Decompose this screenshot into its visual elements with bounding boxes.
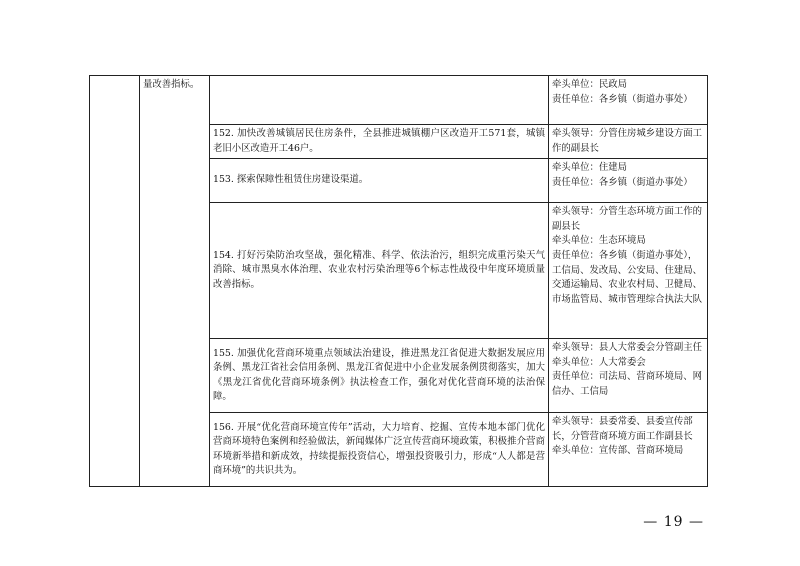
goal-cell (140, 76, 210, 487)
responsible-cell (549, 159, 708, 203)
responsible-line: 牵头单位：人大常委会 (552, 356, 646, 368)
table-row (90, 76, 708, 125)
task-text: 154. 打好污染防治攻坚战，强化精准、科学、依法治污，组织完成重污染天气消除、城市黑臭水体治理、农业农村污染治理等6个标志性战役中年度环境质量改善指标。 (213, 249, 545, 290)
responsible-line: 牵头单位：住建局 (552, 162, 628, 174)
responsible-line: 责任单位：各乡镇（街道办事处） (552, 93, 693, 105)
responsible-cell (549, 76, 708, 125)
responsible-cell (549, 203, 708, 339)
responsible-line: 责任单位：司法局、营商环境局、网信办、工信局 (552, 371, 703, 397)
responsible-line: 牵头单位：民政局 (552, 79, 628, 90)
task-text: 156. 开展“优化营商环境宣传年”活动，大力培育、挖掘、宣传本地本部门优化营商环境特色案例和经验做法，新闻媒体广泛宣传营商环境政策，积极推介营商环境新举措和新成效，持续提振投资信心，增强投资吸引力，形成“人人都是营商环境”的共识共为。 (213, 421, 545, 477)
task-cell (210, 159, 549, 203)
goal-text: 量改善指标。 (143, 79, 200, 90)
responsible-line: 牵头单位：生态环境局 (552, 235, 646, 247)
task-text: 153. 探索保障性租赁住房建设渠道。 (213, 174, 369, 186)
responsible-cell (549, 339, 708, 413)
responsible-line: 牵头领导：分管生态环境方面工作的副县长 (552, 206, 703, 232)
responsible-line: 责任单位：各乡镇（街道办事处），工信局、发改局、公安局、住建局、交通运输局、农业农村局、卫健局、市场监管局、城市管理综合执法大队 (552, 249, 703, 305)
responsible-cell (549, 413, 708, 487)
task-cell (210, 339, 549, 413)
responsible-line: 牵头单位：宣传部、营商环境局 (552, 445, 684, 457)
task-text: 155. 加强优化营商环境重点领域法治建设，推进黑龙江省促进大数据发展应用条例、黑龙江省社会信用条例、黑龙江省促进中小企业发展条例贯彻落实，加大《黑龙江省优化营商环境条例》执法检查工作，强化对优化营商环境的法治保障。 (213, 347, 545, 403)
task-cell (210, 413, 549, 487)
responsible-line: 牵头领导：县委常委、县委宣传部长，分管营商环境方面工作副县长 (552, 416, 693, 442)
task-cell (210, 76, 549, 125)
task-cell (210, 203, 549, 339)
responsible-line: 牵头领导：分管住房城乡建设方面工作的副县长 (552, 128, 703, 154)
page-number: — 19 — (643, 514, 704, 530)
responsible-line: 牵头领导：县人大常委会分管副主任 (552, 342, 703, 354)
task-cell (210, 125, 549, 159)
task-text: 152. 加快改善城镇居民住房条件，全县推进城镇棚户区改造开工571套，城镇老旧小区改造开工46户。 (213, 128, 545, 154)
task-table (89, 75, 708, 487)
category-cell (90, 76, 140, 487)
responsible-line: 责任单位：各乡镇（街道办事处） (552, 176, 693, 188)
responsible-cell (549, 125, 708, 159)
